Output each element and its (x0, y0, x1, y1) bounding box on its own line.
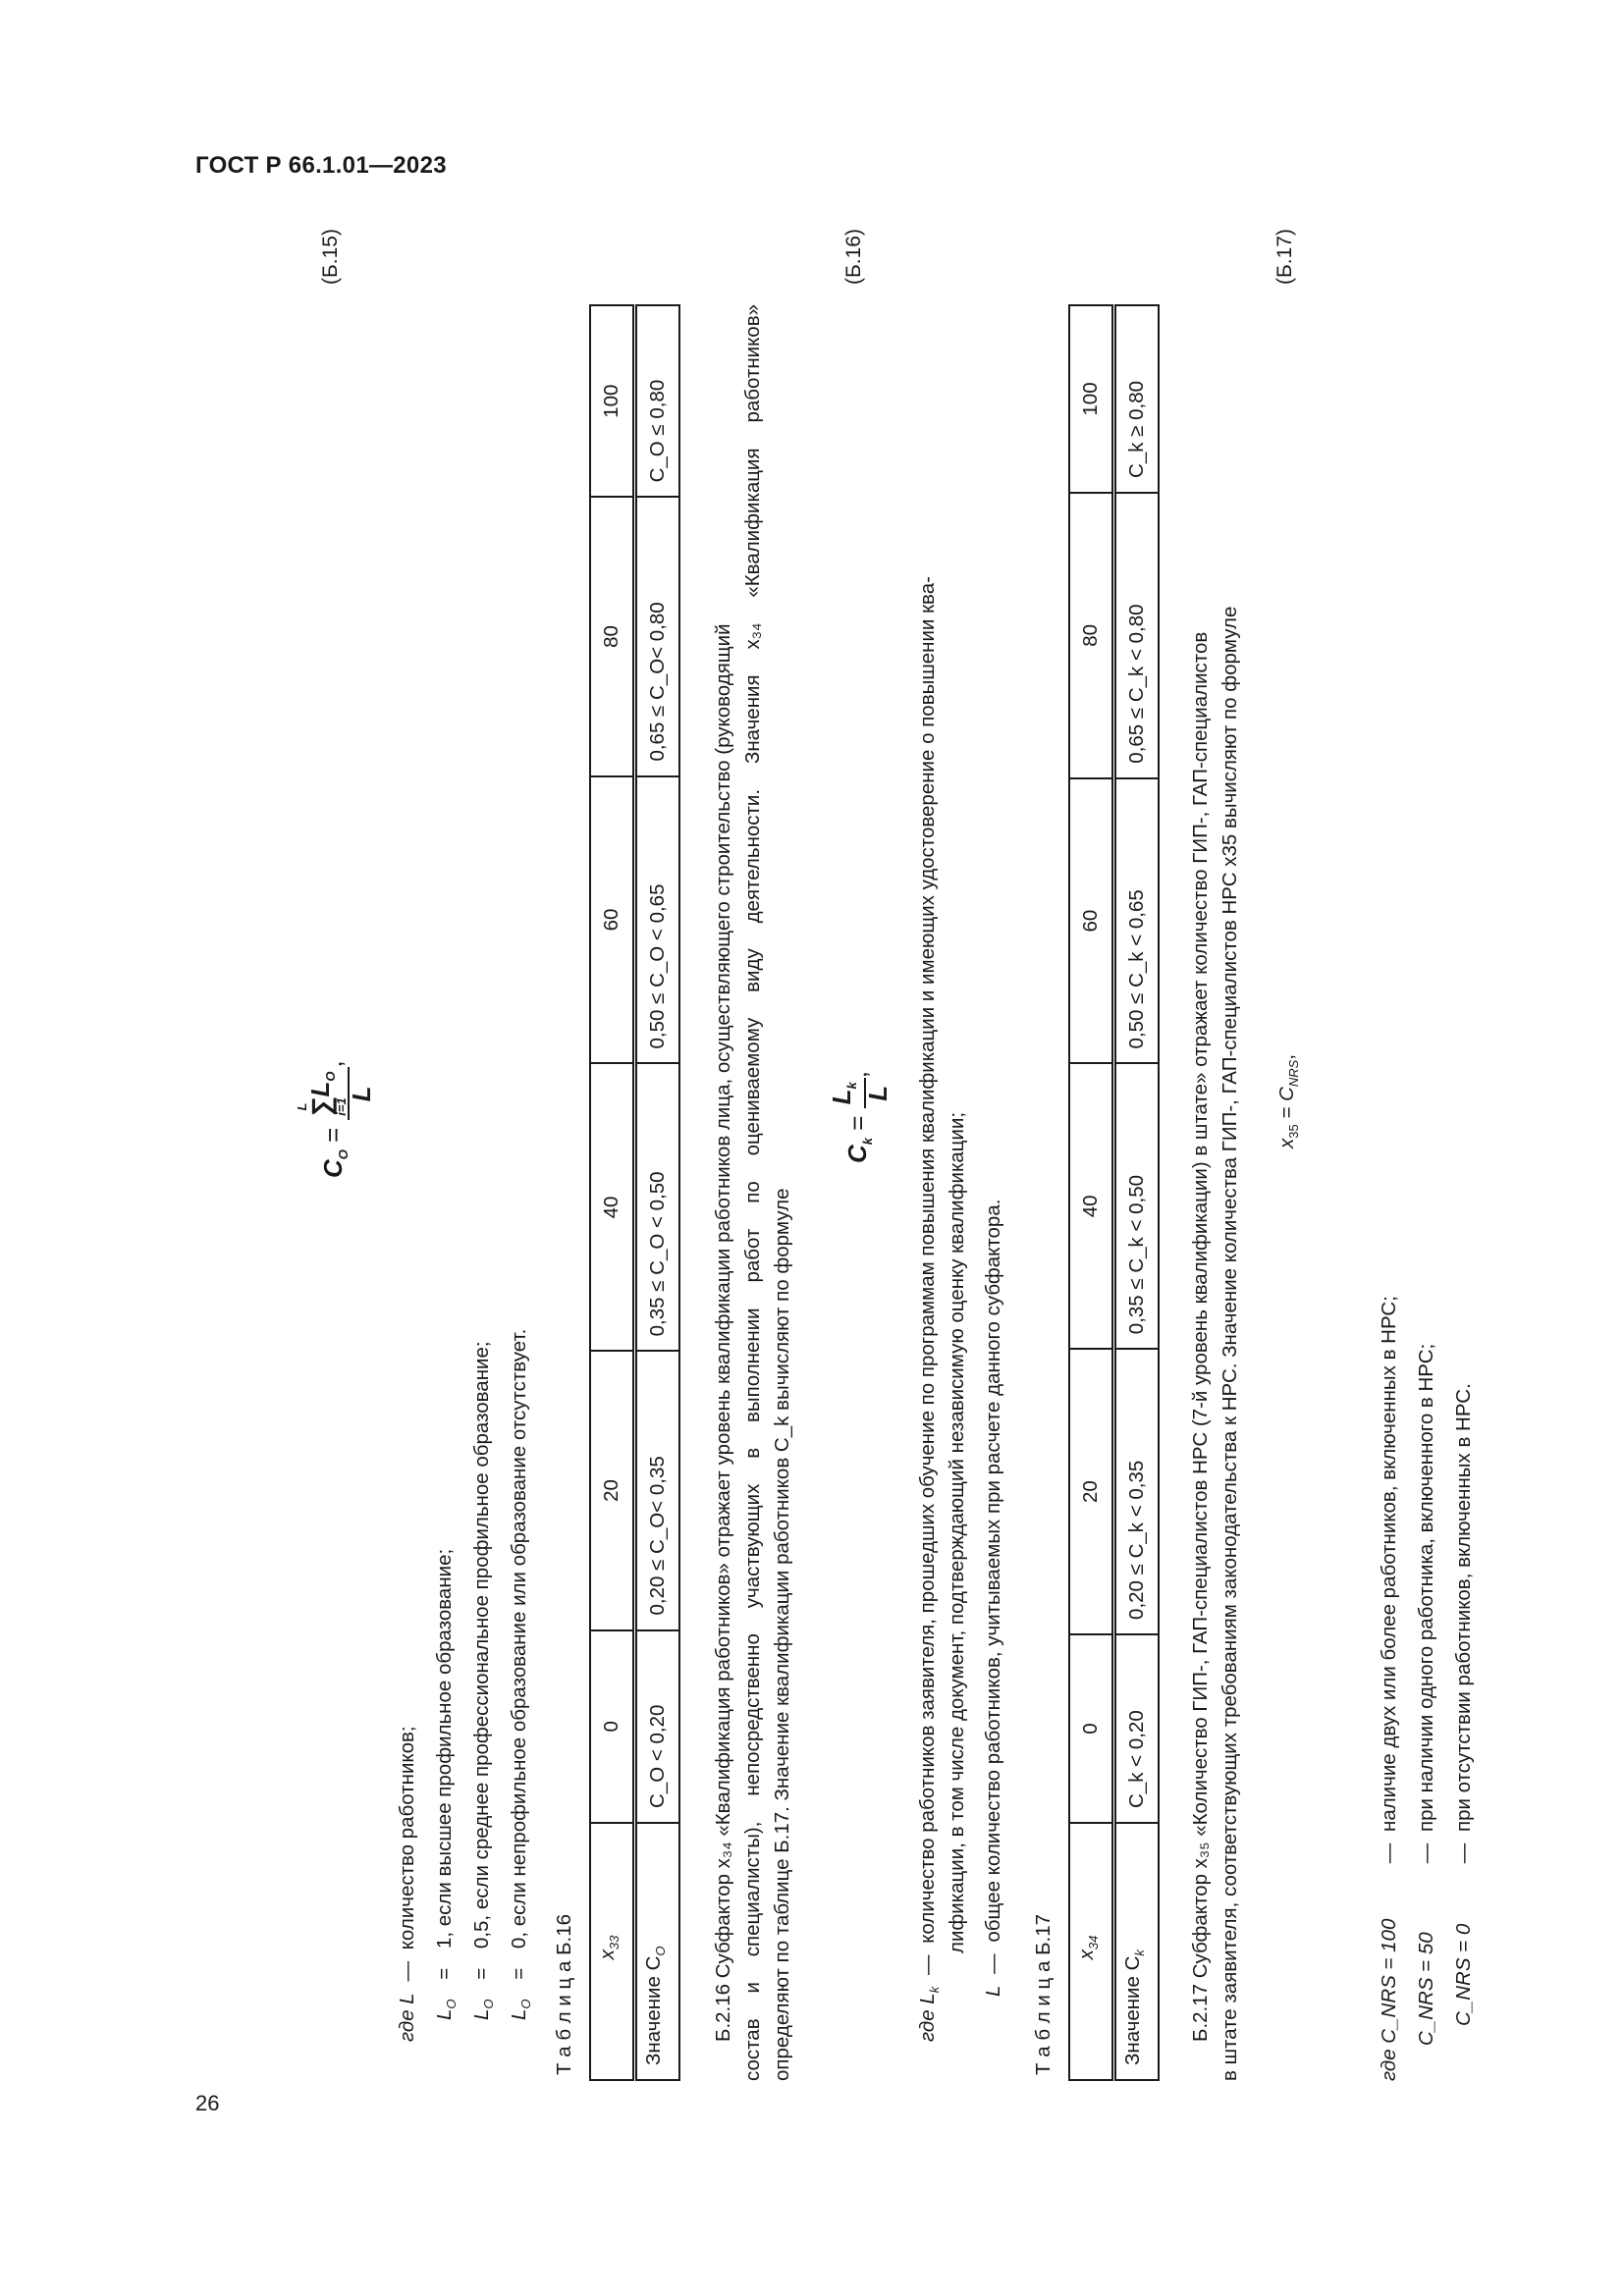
where2-line2: L—общее количество работников, учитываемых при расчете данного субфактора. (982, 1199, 1004, 1997)
table16-col: 40 (590, 1063, 635, 1351)
formula-b17-label: (Б.17) (1273, 229, 1296, 285)
table16-col: 60 (590, 776, 635, 1064)
table16-value-row (635, 305, 680, 2080)
where1-line1: где L—количество работников; (396, 1726, 418, 2042)
table17-row-label: Значение $C_k$ (1114, 1823, 1160, 2080)
table17-col: 20 (1069, 1349, 1114, 1634)
table16 (589, 304, 680, 2081)
formula-b17: $x_{35} = C_{NRS}$, (1275, 1053, 1302, 1148)
table17-col: 60 (1069, 778, 1114, 1064)
table17-col: 0 (1069, 1634, 1114, 1823)
para-b216-line1: Б.2.16 Субфактор x₃₄ «Квалификация работников» отражает уровень квалификации работников лица, осуществляющего строительство (руководящий (712, 623, 734, 2042)
table17-col: 100 (1069, 305, 1114, 493)
table17-cell: 0,20 ≤ C_k < 0,35 (1114, 1349, 1160, 1634)
table16-caption: Т а б л и ц а Б.16 (553, 1913, 575, 2075)
table16-col: 100 (590, 305, 635, 497)
rotated-content (285, 229, 1306, 2081)
where2-line1-cont: лификации, в том числе документ, подтверждающий независимую оценку квалификации; (946, 1111, 968, 1953)
rotated-content-2 (1365, 236, 1561, 2081)
table17-value-row (1114, 305, 1160, 2080)
document-header: ГОСТ Р 66.1.01—2023 (195, 152, 447, 179)
table17-header-row (1069, 305, 1114, 2080)
table16-cell: C_O < 0,20 (635, 1630, 680, 1823)
where1-line2: $L_O = 1$, если высшее профильное образование; (433, 1548, 460, 2020)
table16-head-label: $x_{33}$ (590, 1823, 635, 2080)
table16-header-row (590, 305, 635, 2080)
where1-line3: $L_O = 0,5$, если среднее профессиональное профильное образование; (470, 1341, 497, 2020)
table17-col: 80 (1069, 493, 1114, 778)
table17-caption: Т а б л и ц а Б.17 (1032, 1913, 1055, 2075)
table16-col: 0 (590, 1630, 635, 1823)
table16-col: 20 (590, 1351, 635, 1629)
table16-cell: 0,20 ≤ C_O< 0,35 (635, 1351, 680, 1629)
para-b216-line3: определяют по таблице Б.17. Значение квалификации работников C_k вычисляют по формуле (771, 1188, 793, 2081)
formula-b15: $C_O$ = L ∑ i=1 $L_O$ L , (295, 1060, 376, 1178)
table16-row-label: Значение $C_O$ (635, 1823, 680, 2080)
table17-head-label: $x_{34}$ (1069, 1823, 1114, 2080)
table16-cell: 0,65 ≤ C_O< 0,80 (635, 497, 680, 775)
table16-cell: 0,50 ≤ C_O < 0,65 (635, 776, 680, 1064)
table17-cell: 0,65 ≤ C_k < 0,80 (1114, 493, 1160, 778)
table17 (1068, 304, 1160, 2081)
table16-col: 80 (590, 497, 635, 775)
formula-b15-label: (Б.15) (319, 229, 342, 285)
where1-line4: $L_O = 0$, если непрофильное образование или образование отсутствует. (508, 1328, 534, 2020)
formula-b16-label: (Б.16) (842, 229, 865, 285)
where3-line1: где C_NRS = 100—наличие двух или более работников, включенных в НРС; (1378, 1296, 1400, 2081)
where3-line3: C_NRS = 0—при отсутствии работников, включенных в НРС. (1452, 1383, 1475, 2026)
para-b216-line2: состав и специалисты), непосредственно участвующих в выполнении работ по оцениваемому виду деятельности. Значения x₃₄ «Квалификация работников» (741, 304, 764, 2081)
para-b217-line2: в штате заявителя, соответствующих требованиям законодательства к НРС. Значение количества ГИП-, ГАП-специалистов НРС x35 вычисляют по формуле (1218, 606, 1241, 2081)
table17-cell: 0,35 ≤ C_k < 0,50 (1114, 1063, 1160, 1349)
page-number: 26 (195, 2091, 220, 2115)
table16-cell: C_O ≤ 0,80 (635, 305, 680, 497)
para-b217-line1: Б.2.17 Субфактор x₃₅ «Количество ГИП-, ГАП-специалистов НРС (7-й уровень квалификации) в штате» отражает количество ГИП-, ГАП-специалистов (1189, 631, 1212, 2042)
table17-col: 40 (1069, 1063, 1114, 1349)
table16-cell: 0,35 ≤ C_O < 0,50 (635, 1063, 680, 1351)
formula-b16: $C_k$ = $L_k$ L , (827, 1070, 893, 1163)
where2-line1: где $L_k—количество$ работников заявителя, прошедших обучение по программам повышения квалификации и имеющих удостоверение о повышении ква- (916, 576, 943, 2042)
table17-cell: C_k ≥ 0,80 (1114, 305, 1160, 493)
table17-cell: 0,50 ≤ C_k < 0,65 (1114, 778, 1160, 1064)
table17-cell: C_k < 0,20 (1114, 1634, 1160, 1823)
where3-line2: C_NRS = 50—при наличии одного работника, включенного в НРС; (1415, 1343, 1437, 2046)
